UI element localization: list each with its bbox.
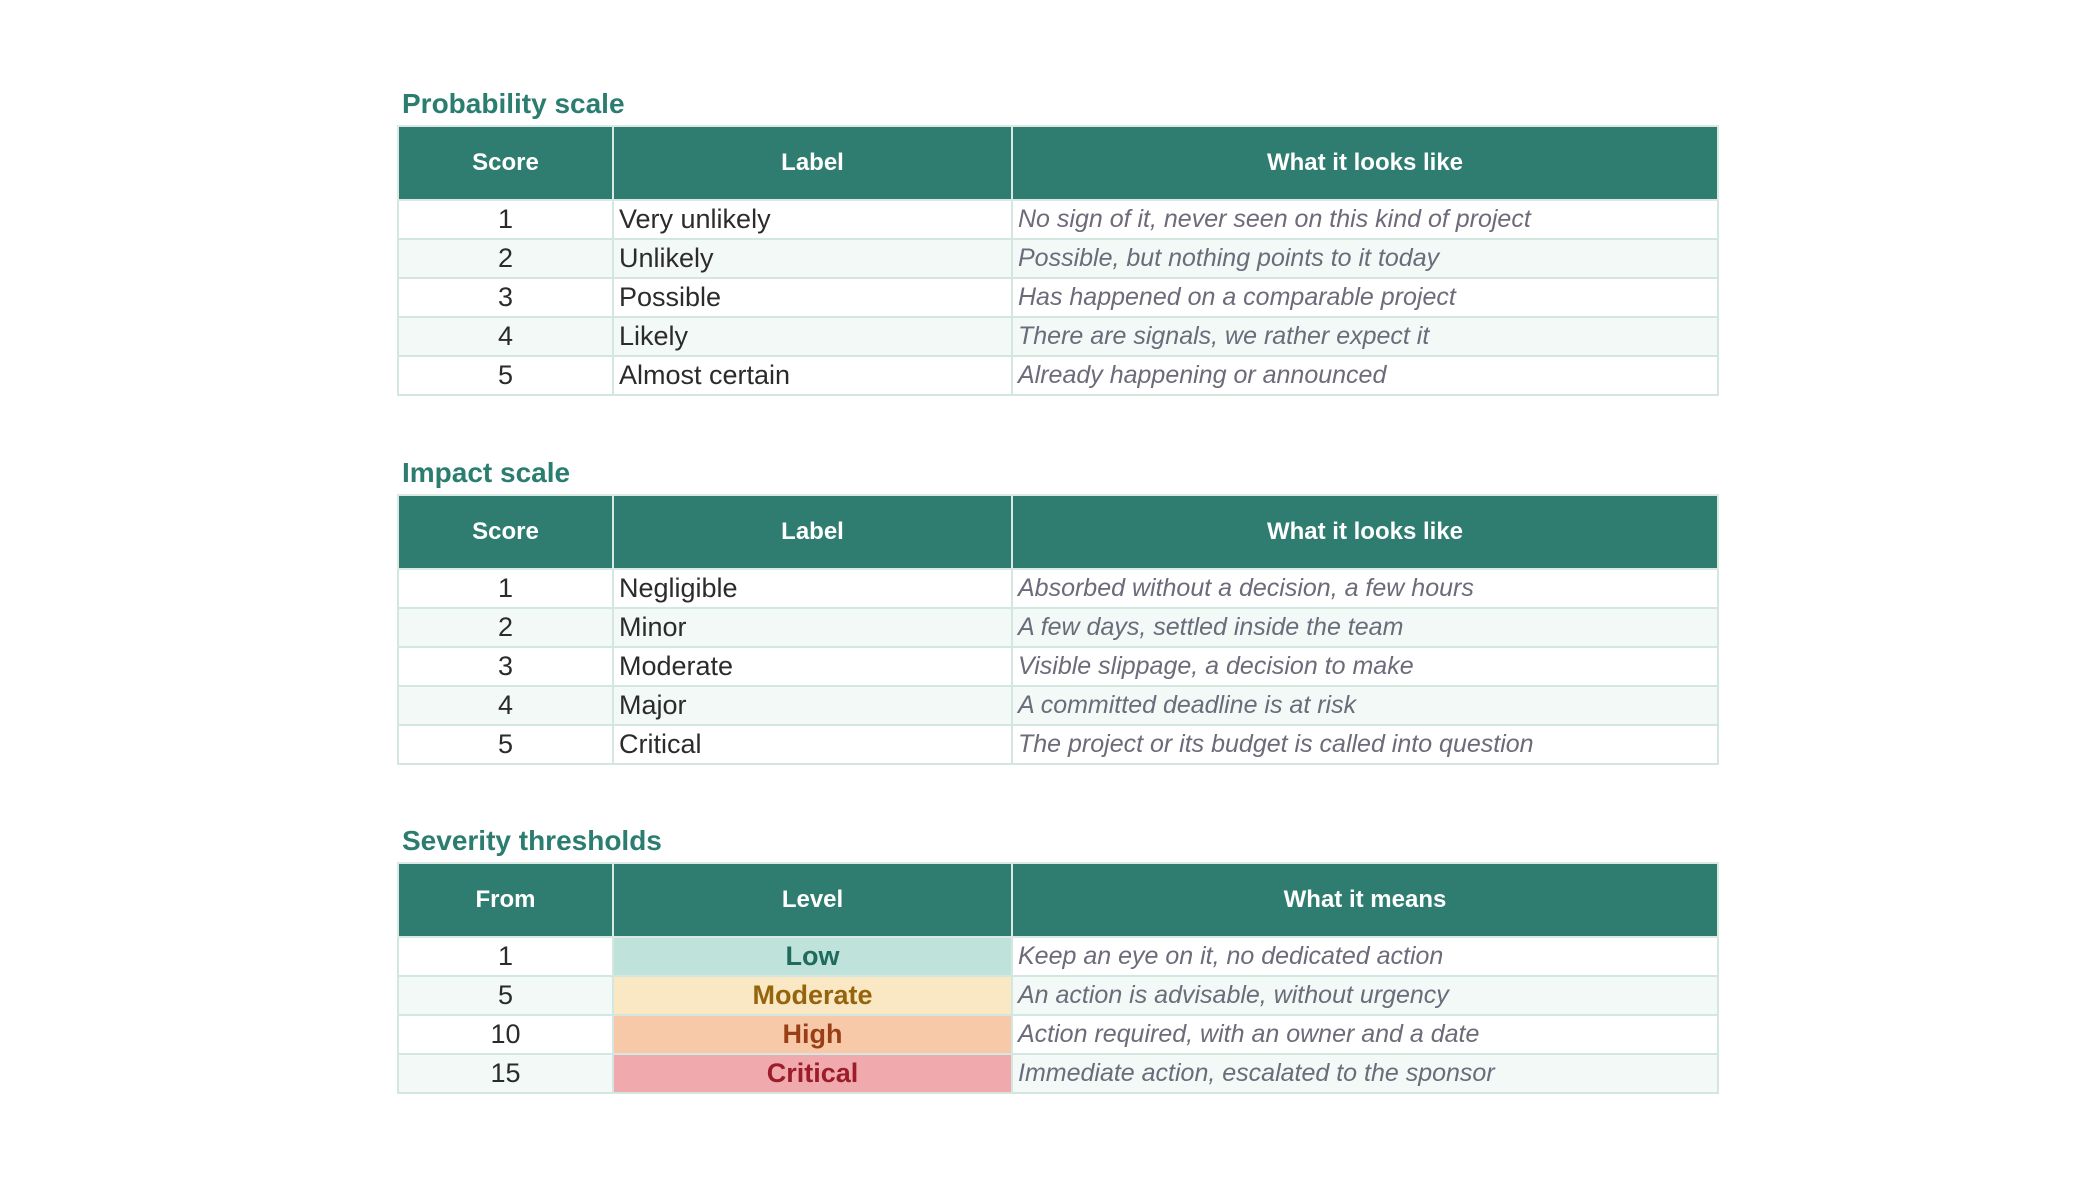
column-header-score: Score — [398, 495, 613, 569]
probability-title: Probability scale — [402, 88, 625, 119]
table-row — [398, 937, 1718, 976]
score-cell: 2 — [398, 239, 613, 278]
score-cell: 2 — [398, 608, 613, 647]
score-cell: 1 — [398, 200, 613, 239]
score-cell: 4 — [398, 686, 613, 725]
table-row — [398, 356, 1718, 395]
meaning-cell: Immediate action, escalated to the sponsor — [1012, 1054, 1718, 1093]
table-row — [398, 317, 1718, 356]
score-cell: 1 — [398, 569, 613, 608]
score-cell: 3 — [398, 278, 613, 317]
description-cell: Absorbed without a decision, a few hours — [1012, 569, 1718, 608]
table-row — [398, 686, 1718, 725]
impact-header-row — [398, 495, 1718, 569]
description-cell: There are signals, we rather expect it — [1012, 317, 1718, 356]
from-cell: 5 — [398, 976, 613, 1015]
label-cell: Negligible — [613, 569, 1012, 608]
severity-table — [397, 862, 1719, 1094]
description-cell: Possible, but nothing points to it today — [1012, 239, 1718, 278]
severity-title: Severity thresholds — [402, 825, 662, 856]
probability-header-row — [398, 126, 1718, 200]
table-row — [398, 1054, 1718, 1093]
table-row — [398, 1015, 1718, 1054]
label-cell: Minor — [613, 608, 1012, 647]
probability-table — [397, 125, 1719, 396]
score-cell: 5 — [398, 725, 613, 764]
description-cell: Visible slippage, a decision to make — [1012, 647, 1718, 686]
table-row — [398, 725, 1718, 764]
description-cell: Has happened on a comparable project — [1012, 278, 1718, 317]
score-cell: 4 — [398, 317, 613, 356]
description-cell: Already happening or announced — [1012, 356, 1718, 395]
from-cell: 15 — [398, 1054, 613, 1093]
column-header-label: Label — [613, 126, 1012, 200]
column-header-description: What it looks like — [1012, 126, 1718, 200]
column-header-level: Level — [613, 863, 1012, 937]
description-cell: No sign of it, never seen on this kind of project — [1012, 200, 1718, 239]
meaning-cell: An action is advisable, without urgency — [1012, 976, 1718, 1015]
label-cell: Major — [613, 686, 1012, 725]
from-cell: 1 — [398, 937, 613, 976]
table-row — [398, 239, 1718, 278]
column-header-meaning: What it means — [1012, 863, 1718, 937]
meaning-cell: Action required, with an owner and a date — [1012, 1015, 1718, 1054]
level-badge-high: High — [613, 1015, 1012, 1054]
label-cell: Moderate — [613, 647, 1012, 686]
score-cell: 3 — [398, 647, 613, 686]
description-cell: The project or its budget is called into question — [1012, 725, 1718, 764]
table-row — [398, 608, 1718, 647]
label-cell: Very unlikely — [613, 200, 1012, 239]
description-cell: A committed deadline is at risk — [1012, 686, 1718, 725]
label-cell: Almost certain — [613, 356, 1012, 395]
impact-table — [397, 494, 1719, 765]
table-row — [398, 278, 1718, 317]
label-cell: Unlikely — [613, 239, 1012, 278]
impact-title: Impact scale — [402, 457, 571, 488]
column-header-label: Label — [613, 495, 1012, 569]
table-row — [398, 569, 1718, 608]
level-badge-moderate: Moderate — [613, 976, 1012, 1015]
severity-header-row — [398, 863, 1718, 937]
score-cell: 5 — [398, 356, 613, 395]
label-cell: Possible — [613, 278, 1012, 317]
table-row — [398, 200, 1718, 239]
from-cell: 10 — [398, 1015, 613, 1054]
level-badge-critical: Critical — [613, 1054, 1012, 1093]
label-cell: Critical — [613, 725, 1012, 764]
column-header-from: From — [398, 863, 613, 937]
label-cell: Likely — [613, 317, 1012, 356]
level-badge-low: Low — [613, 937, 1012, 976]
table-row — [398, 647, 1718, 686]
meaning-cell: Keep an eye on it, no dedicated action — [1012, 937, 1718, 976]
table-row — [398, 976, 1718, 1015]
column-header-description: What it looks like — [1012, 495, 1718, 569]
description-cell: A few days, settled inside the team — [1012, 608, 1718, 647]
column-header-score: Score — [398, 126, 613, 200]
